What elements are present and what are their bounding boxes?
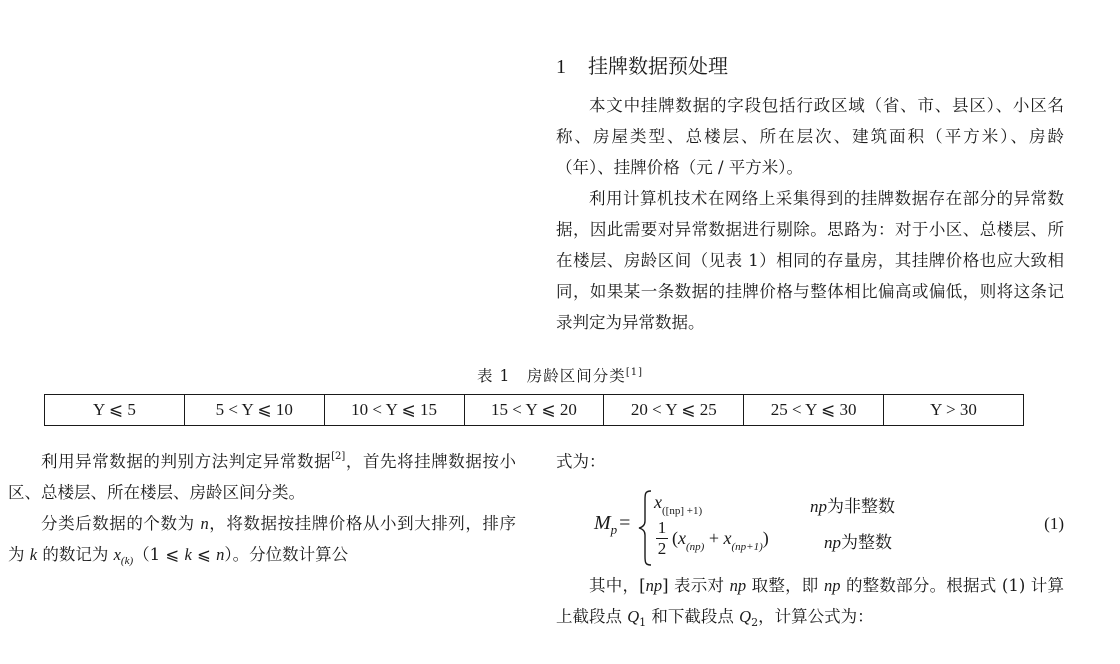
paragraph-classify <box>8 446 516 508</box>
text-span: ⩽ <box>191 545 217 564</box>
math-var: M <box>594 512 611 534</box>
math-var: n <box>200 514 209 533</box>
math-subscript: (np) <box>686 541 705 553</box>
paragraph-cutoff <box>556 570 1064 632</box>
math-var: np <box>823 576 841 595</box>
text-span: 分类后数据的个数为 <box>41 514 201 533</box>
paren: ( <box>672 528 678 548</box>
math-subscript: (k) <box>120 555 134 567</box>
math-var: k <box>29 545 38 564</box>
formula-condition-1 <box>810 492 895 517</box>
text-span: 的整数部分。根据式 (1) 计算上截段点 <box>556 576 1064 626</box>
fraction-half <box>656 518 668 559</box>
table-cell: 5 < Y ⩽ 10 <box>184 395 324 426</box>
left-brace-icon <box>638 490 652 566</box>
paragraph-outliers: 利用计算机技术在网络上采集得到的挂牌数据存在部分的异常数据，因此需要对异常数据进行剔除。思路为：对于小区、总楼层、所在楼层、房龄区间（见表 1）相同的存量房，其挂牌价格也应大致相同，如果某一条数据的挂牌价格与整体相比偏高或偏低，则将这条记录判定为异常数据。 <box>556 189 1064 332</box>
text-span: ，首先将挂牌数据按小区、总楼层、所在楼层、房龄区间分类。 <box>8 452 517 502</box>
formula-case-2 <box>672 528 769 553</box>
table-cell: 15 < Y ⩽ 20 <box>464 395 604 426</box>
text-span: ，将数据按挂牌价格从小到大排列，排序为 <box>8 514 517 564</box>
age-range-table <box>44 394 1024 426</box>
paragraph-sorting <box>8 508 516 570</box>
table-caption <box>0 364 1120 386</box>
left-column-text <box>8 446 516 570</box>
text-span: ，计算公式为： <box>758 607 874 626</box>
text-span: 和下截段点 <box>646 607 740 626</box>
text-span: 取整，即 <box>746 576 824 595</box>
math-subscript: p <box>610 522 618 537</box>
table-caption-ref: [1] <box>625 366 643 378</box>
math-var: x <box>654 492 662 512</box>
table-cell: 20 < Y ⩽ 25 <box>604 395 744 426</box>
math-subscript: ([np] +1) <box>662 505 703 517</box>
table-cell: 10 < Y ⩽ 15 <box>324 395 464 426</box>
fraction-denominator: 2 <box>657 539 667 558</box>
quantile-formula <box>594 490 1064 566</box>
table-cell: Y ⩽ 5 <box>45 395 185 426</box>
math-var: Q <box>627 607 640 626</box>
paren: ) <box>762 528 769 548</box>
table-row <box>45 395 1024 426</box>
math-subscript: 1 <box>639 616 647 629</box>
text-span: ] 表示对 <box>662 576 730 595</box>
math-var: np <box>810 497 827 516</box>
text-span: 为非整数 <box>827 497 895 517</box>
math-var: np <box>824 533 841 552</box>
math-var: x <box>723 528 732 548</box>
formula-case-1 <box>654 492 702 517</box>
plus-sign: + <box>704 528 724 548</box>
section-heading <box>556 50 728 79</box>
equals-sign: = <box>619 512 631 534</box>
text-span: 其中，[ <box>589 576 646 595</box>
math-var: n <box>216 545 225 564</box>
math-subscript: 2 <box>751 616 759 629</box>
text-span: 为整数 <box>841 533 892 553</box>
citation-ref: [2] <box>331 451 346 462</box>
formula-intro: 式为： <box>556 452 606 471</box>
section-number: 1 <box>556 56 566 78</box>
equation-number: (1) <box>1044 514 1064 533</box>
math-var: np <box>645 576 663 595</box>
table-cell: Y > 30 <box>884 395 1024 426</box>
math-var: x <box>678 528 686 548</box>
text-span: （1 ⩽ <box>133 545 185 564</box>
paragraph-fields: 本文中挂牌数据的字段包括行政区域（省、市、县区）、小区名称、房屋类型、总楼层、所在层次、建筑面积（平方米）、房龄（年）、挂牌价格（元 / 平方米）。 <box>556 96 1064 177</box>
table-cell: 25 < Y ⩽ 30 <box>744 395 884 426</box>
math-var: np <box>729 576 747 595</box>
text-span: 的数记为 <box>37 545 114 564</box>
math-var: x <box>113 545 121 564</box>
fraction-numerator: 1 <box>657 518 667 537</box>
formula-condition-2 <box>824 528 892 553</box>
right-column-text-lower <box>556 570 1064 632</box>
right-column-text <box>556 90 1064 338</box>
section-title: 挂牌数据预处理 <box>588 54 728 78</box>
table-caption-text: 表 1 房龄区间分类 <box>477 367 626 385</box>
math-var: Q <box>739 607 752 626</box>
text-span: 利用异常数据的判别方法判定异常数据 <box>41 452 332 471</box>
math-var: k <box>184 545 192 564</box>
math-subscript: (np+1) <box>731 541 763 553</box>
formula-lhs <box>594 512 630 538</box>
text-span: ）。分位数计算公 <box>224 545 349 564</box>
